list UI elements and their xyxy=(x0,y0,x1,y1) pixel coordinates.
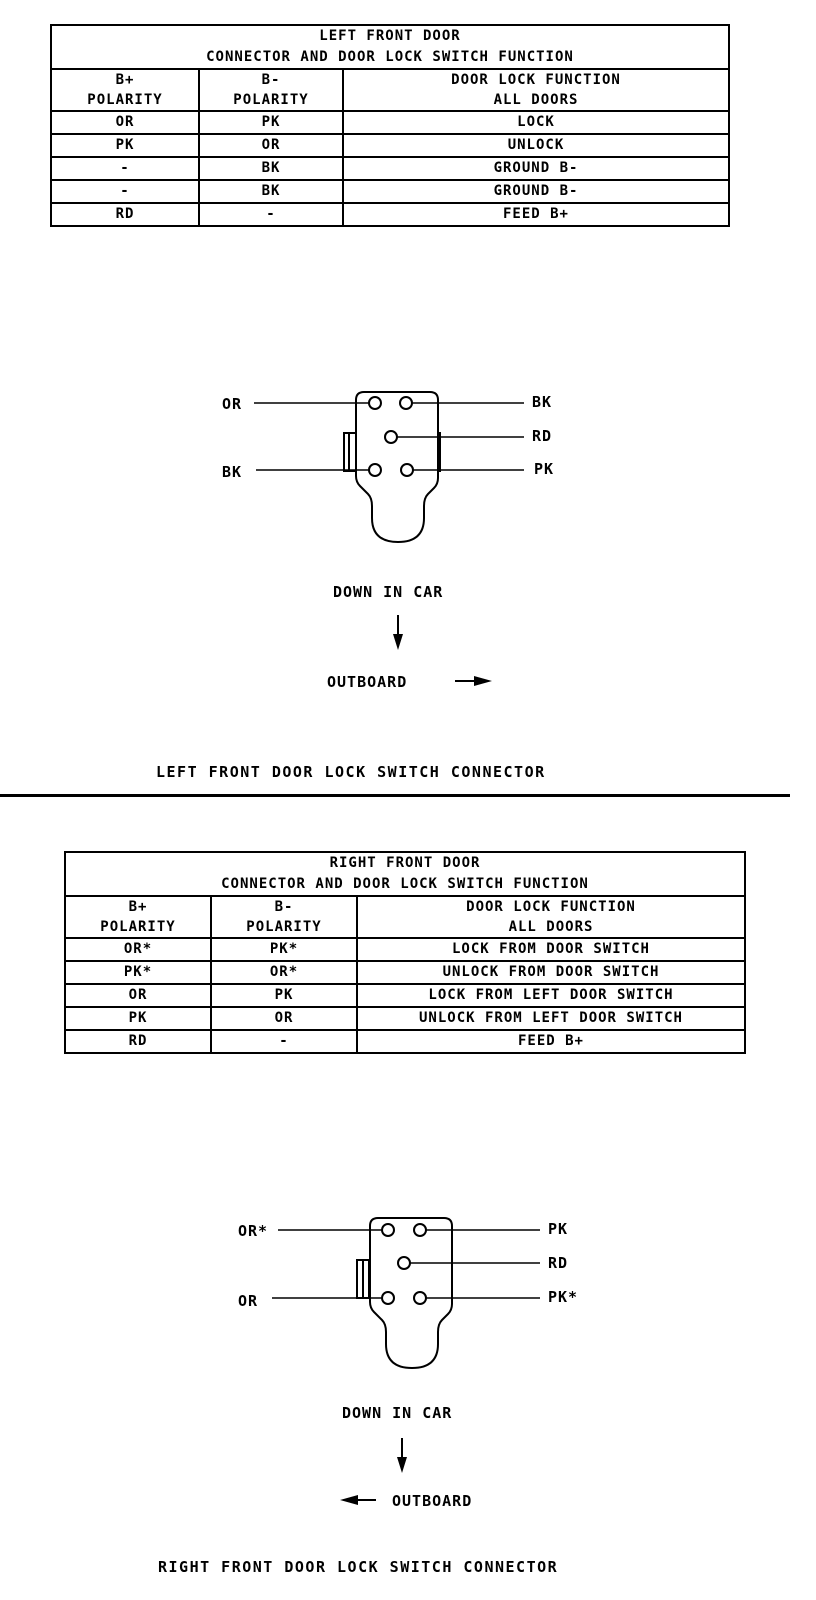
pin-top-left xyxy=(369,397,381,409)
pin-middle xyxy=(398,1257,410,1269)
b-plus-cell: PK xyxy=(51,134,199,157)
b-minus-cell: BK xyxy=(199,180,343,203)
pin-bottom-left xyxy=(382,1292,394,1304)
wire-label-bottom-left: BK xyxy=(222,463,243,481)
function-cell: LOCK xyxy=(343,111,729,134)
b-plus-cell: OR xyxy=(65,984,211,1007)
down-in-car-label: DOWN IN CAR xyxy=(333,583,444,601)
table-row xyxy=(51,180,729,203)
table-row xyxy=(65,938,745,961)
table-title xyxy=(65,852,745,896)
function-cell: LOCK FROM DOOR SWITCH xyxy=(357,938,745,961)
wire-label-top-right: BK xyxy=(532,393,553,411)
header-door-lock-function xyxy=(343,69,729,111)
wire-label-bottom-right: PK xyxy=(534,460,555,478)
header-b-minus-polarity xyxy=(199,69,343,111)
pin-bottom-left xyxy=(369,464,381,476)
table-row xyxy=(65,1007,745,1030)
b-plus-cell: RD xyxy=(51,203,199,226)
b-minus-cell: BK xyxy=(199,157,343,180)
header-line: B- xyxy=(261,72,281,88)
function-cell: GROUND B- xyxy=(343,157,729,180)
header-line: B- xyxy=(274,899,294,915)
b-plus-cell: PK xyxy=(65,1007,211,1030)
table-row xyxy=(51,134,729,157)
header-b-plus-polarity xyxy=(51,69,199,111)
left-connector-diagram xyxy=(0,370,816,700)
header-line: POLARITY xyxy=(246,919,322,935)
pin-bottom-right xyxy=(401,464,413,476)
function-cell: UNLOCK FROM DOOR SWITCH xyxy=(357,961,745,984)
table-row xyxy=(51,203,729,226)
down-arrow-head xyxy=(397,1457,407,1473)
wire-label-middle-right: RD xyxy=(532,427,553,445)
header-line: POLARITY xyxy=(100,919,176,935)
header-line: DOOR LOCK FUNCTION xyxy=(466,899,636,915)
table-row xyxy=(51,157,729,180)
function-cell: UNLOCK FROM LEFT DOOR SWITCH xyxy=(357,1007,745,1030)
pin-top-left xyxy=(382,1224,394,1236)
table-title-line2: CONNECTOR AND DOOR LOCK SWITCH FUNCTION xyxy=(221,876,589,892)
header-line: B+ xyxy=(115,72,135,88)
table-title-line1: RIGHT FRONT DOOR xyxy=(329,855,481,871)
header-b-plus-polarity xyxy=(65,896,211,938)
function-cell: GROUND B- xyxy=(343,180,729,203)
header-line: POLARITY xyxy=(87,92,163,108)
down-arrow-head xyxy=(393,634,403,650)
wire-label-top-left: OR* xyxy=(238,1222,269,1240)
b-plus-cell: PK* xyxy=(65,961,211,984)
pin-top-right xyxy=(414,1224,426,1236)
table-row xyxy=(65,1030,745,1053)
outboard-arrow-head xyxy=(474,676,492,686)
right-connector-diagram xyxy=(0,1200,816,1540)
header-line: DOOR LOCK FUNCTION xyxy=(451,72,621,88)
b-minus-cell: - xyxy=(211,1030,357,1053)
b-plus-cell: OR* xyxy=(65,938,211,961)
b-minus-cell: PK xyxy=(199,111,343,134)
right-front-door-table xyxy=(64,851,746,1054)
wire-label-middle-right: RD xyxy=(548,1254,569,1272)
connector-body xyxy=(356,392,438,542)
b-plus-cell: RD xyxy=(65,1030,211,1053)
section-divider xyxy=(0,794,790,797)
function-cell: FEED B+ xyxy=(343,203,729,226)
table-row xyxy=(65,984,745,1007)
table-title xyxy=(51,25,729,69)
table-title-line2: CONNECTOR AND DOOR LOCK SWITCH FUNCTION xyxy=(206,49,574,65)
left-front-door-table xyxy=(50,24,730,227)
header-line: ALL DOORS xyxy=(493,92,579,108)
header-line: POLARITY xyxy=(233,92,309,108)
header-door-lock-function xyxy=(357,896,745,938)
b-plus-cell: OR xyxy=(51,111,199,134)
b-minus-cell: OR xyxy=(211,1007,357,1030)
left-connector-caption: LEFT FRONT DOOR LOCK SWITCH CONNECTOR xyxy=(156,763,546,781)
header-b-minus-polarity xyxy=(211,896,357,938)
function-cell: FEED B+ xyxy=(357,1030,745,1053)
table-row xyxy=(65,961,745,984)
down-in-car-label: DOWN IN CAR xyxy=(342,1404,453,1422)
right-connector-caption: RIGHT FRONT DOOR LOCK SWITCH CONNECTOR xyxy=(158,1558,559,1576)
b-minus-cell: PK* xyxy=(211,938,357,961)
b-minus-cell: OR* xyxy=(211,961,357,984)
outboard-label: OUTBOARD xyxy=(392,1492,473,1510)
b-minus-cell: OR xyxy=(199,134,343,157)
header-line: B+ xyxy=(128,899,148,915)
table-row xyxy=(51,111,729,134)
wire-label-top-left: OR xyxy=(222,395,243,413)
header-line: ALL DOORS xyxy=(508,919,594,935)
function-cell: LOCK FROM LEFT DOOR SWITCH xyxy=(357,984,745,1007)
pin-top-right xyxy=(400,397,412,409)
outboard-arrow-head xyxy=(340,1495,358,1505)
connector-body xyxy=(370,1218,452,1368)
wire-label-top-right: PK xyxy=(548,1220,569,1238)
pin-middle xyxy=(385,431,397,443)
wire-label-bottom-left: OR xyxy=(238,1292,259,1310)
outboard-label: OUTBOARD xyxy=(327,673,408,691)
b-minus-cell: PK xyxy=(211,984,357,1007)
table-title-line1: LEFT FRONT DOOR xyxy=(319,28,461,44)
wire-label-bottom-right: PK* xyxy=(548,1288,579,1306)
b-minus-cell: - xyxy=(199,203,343,226)
pin-bottom-right xyxy=(414,1292,426,1304)
b-plus-cell: - xyxy=(51,180,199,203)
function-cell: UNLOCK xyxy=(343,134,729,157)
b-plus-cell: - xyxy=(51,157,199,180)
